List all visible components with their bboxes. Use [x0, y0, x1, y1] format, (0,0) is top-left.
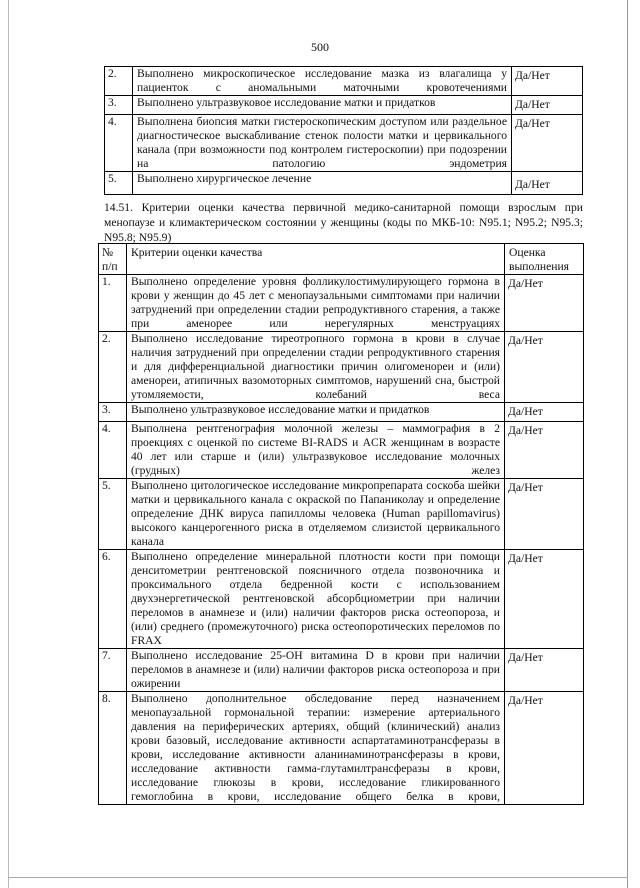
page-number: 500: [311, 40, 329, 54]
row-number: 7.: [99, 649, 127, 692]
header-evaluation: Оценка выполнения: [505, 244, 584, 275]
table-row: [105, 172, 583, 195]
row-number: 3.: [105, 96, 133, 115]
evaluation-cell: Да/Нет: [512, 96, 583, 115]
evaluation-cell: Да/Нет: [512, 115, 583, 172]
table-row: [99, 422, 584, 479]
table-row: [105, 96, 583, 115]
table-row: [99, 275, 584, 332]
evaluation-cell: Да/Нет: [505, 422, 584, 479]
row-number: 8.: [99, 692, 127, 805]
criterion-text: Выполнено исследование тиреотропного гормона в крови в случае наличия затруднений при определении стадии репродуктивного старения и для дифференциальной диагностики причин олигоменореи и (или) аменореи, атипичных вазомоторных симптомов, нарушений сна, быстрой утомляемости, колебаний веса: [127, 332, 505, 403]
row-number: 1.: [99, 275, 127, 332]
table-row: [99, 332, 584, 403]
row-number: 5.: [99, 479, 127, 550]
scan-page-edge-bottom: [8, 877, 628, 878]
evaluation-cell: Да/Нет: [505, 550, 584, 649]
criteria-table: [98, 243, 584, 805]
evaluation-cell: Да/Нет: [505, 275, 584, 332]
table-row: [105, 115, 583, 172]
table-row: [99, 649, 584, 692]
criterion-text: Выполнено исследование 25-ОН витамина D в крови при наличии переломов в анамнезе и (или) наличии факторов риска остеопороза и при ожирении: [127, 649, 505, 692]
criterion-text: Выполнено ультразвуковое исследование матки и придатков: [127, 403, 505, 422]
scan-page-edge-right: [627, 0, 628, 888]
row-number: 4.: [105, 115, 133, 172]
criterion-text: Выполнено определение минеральной плотности кости при помощи денситометрии рентгеновской поясничного отдела позвоночника и проксимального отдела бедренной кости с использованием двухэнергетической рентгеновской абсорбциометрии при наличии переломов в анамнезе и (или) наличии факторов риска остеопороза, и (или) среднего (промежуточного) риска остеопоротических переломов по FRAX: [127, 550, 505, 649]
evaluation-cell: Да/Нет: [505, 649, 584, 692]
criterion-text: Выполнено определение уровня фолликулостимулирующего гормона в крови у женщин до 45 лет с менопаузальными симптомами при наличии затруднений при определении стадии репродуктивного старения, а также при аменорее или нерегулярных менструациях: [127, 275, 505, 332]
evaluation-cell: Да/Нет: [505, 332, 584, 403]
evaluation-cell: Да/Нет: [505, 479, 584, 550]
header-number: № п/п: [99, 244, 127, 275]
table-row: [99, 403, 584, 422]
header-criteria: Критерии оценки качества: [127, 244, 505, 275]
criterion-text: Выполнено цитологическое исследование микропрепарата соскоба шейки матки и цервикального канала с окраской по Папаниколау и определение определение ДНК вируса папилломы человека (Human papillomavirus) высокого канцерогенного риска в отделяемом слизистой цервикального канала: [127, 479, 505, 550]
criterion-text: Выполнено хирургическое лечение: [133, 172, 512, 195]
table-row: [105, 67, 583, 96]
scan-page-edge-left: [8, 0, 9, 888]
section-heading: 14.51. Критерии оценки качества первичной медико-санитарной помощи взрослым при менопаузе и климактерическом состоянии у женщины (коды по МКБ-10: N95.1; N95.2; N95.3; N95.8; N95.9): [104, 201, 583, 244]
row-number: 5.: [105, 172, 133, 195]
evaluation-cell: Да/Нет: [505, 692, 584, 805]
table-row: [99, 692, 584, 805]
table-header-row: [99, 244, 584, 275]
criterion-text: Выполнена биопсия матки гистероскопическим доступом или раздельное диагностическое выскабливание стенок полости матки и цервикального канала (при возможности под контролем гистероскопии) при подозрении на патологию эндометрия: [133, 115, 512, 172]
criterion-text: Выполнена рентгенография молочной железы – маммография в 2 проекциях с оценкой по системе BI-RADS и ACR женщинам в возрасте 40 лет или старше и (или) ультразвуковое исследование молочных (грудных) желез: [127, 422, 505, 479]
criterion-text: Выполнено дополнительное обследование перед назначением менопаузальной гормональной терапии: измерение артериального давления на периферических артериях, общий (клинический) анализ крови базовый, исследование активности аспартатаминотрансферазы в крови, исследование активности аланинаминотрансферазы в крови, исследование активности гамма-глутамилтрансферазы в крови, исследование глюкозы в крови, исследование гликированного гемоглобина в крови, исследование общего белка в крови,: [127, 692, 505, 805]
table-row: [99, 550, 584, 649]
table-row: [99, 479, 584, 550]
criterion-text: Выполнено ультразвуковое исследование матки и придатков: [133, 96, 512, 115]
row-number: 6.: [99, 550, 127, 649]
criterion-text: Выполнено микроскопическое исследование мазка из влагалища у пациенток с аномальными маточными кровотечениями: [133, 67, 512, 96]
row-number: 3.: [99, 403, 127, 422]
row-number: 2.: [99, 332, 127, 403]
evaluation-cell: Да/Нет: [512, 172, 583, 195]
evaluation-cell: Да/Нет: [505, 403, 584, 422]
evaluation-cell: Да/Нет: [512, 67, 583, 96]
criteria-table-continued: [104, 66, 583, 195]
row-number: 4.: [99, 422, 127, 479]
row-number: 2.: [105, 67, 133, 96]
